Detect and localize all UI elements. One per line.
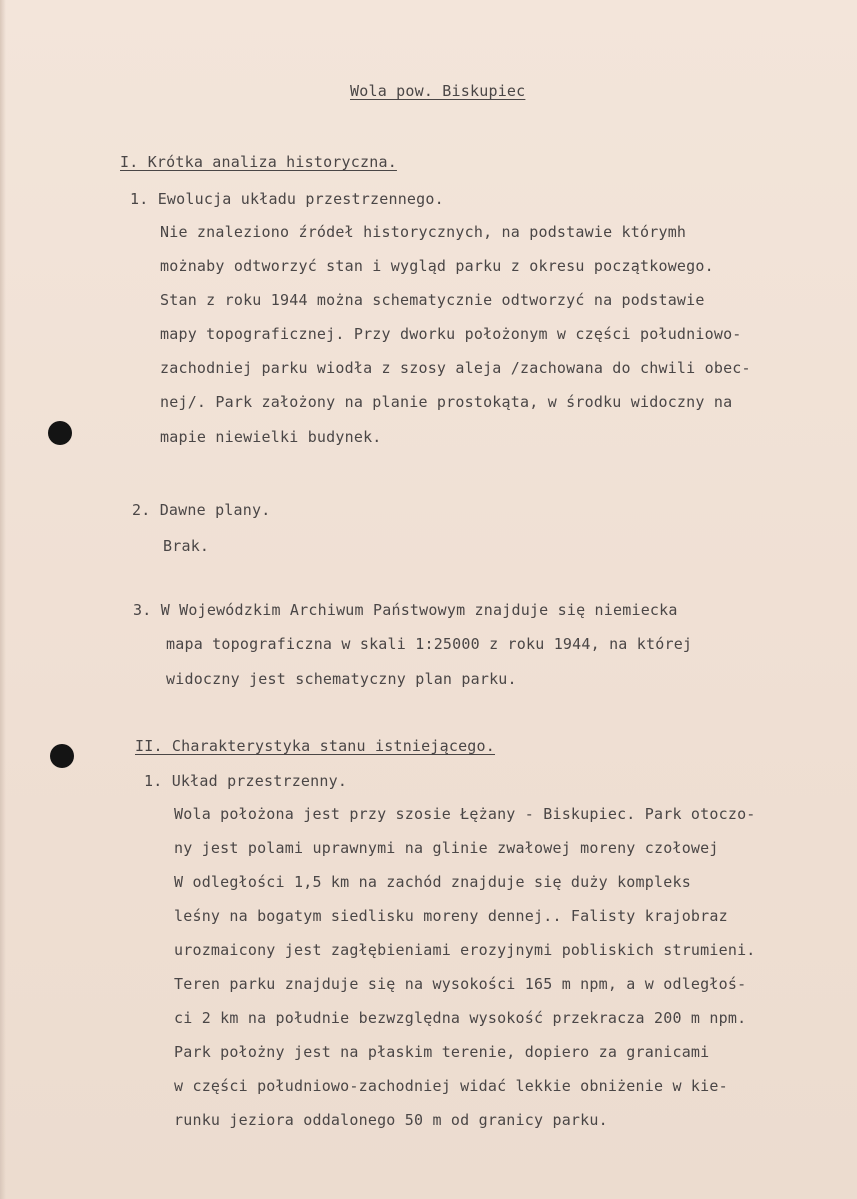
section-heading-text: II. Charakterystyka stanu istniejącego. bbox=[135, 737, 495, 755]
paragraph-line: 3. W Wojewódzkim Archiwum Państwowym znajduje się niemiecka bbox=[133, 601, 678, 619]
document-title: Wola pow. Biskupiec bbox=[350, 82, 526, 100]
subsection-heading: 2. Dawne plany. bbox=[132, 501, 271, 519]
paragraph-line: Park położny jest na płaskim terenie, dopiero za granicami bbox=[174, 1043, 710, 1061]
section-heading bbox=[135, 737, 495, 755]
subsection-heading: 1. Ewolucja układu przestrzennego. bbox=[130, 190, 444, 208]
section-heading-text: I. Krótka analiza historyczna. bbox=[120, 153, 397, 171]
paragraph-line: ny jest polami uprawnymi na glinie zwałowej moreny czołowej bbox=[174, 839, 719, 857]
paragraph-line: Stan z roku 1944 można schematycznie odtworzyć na podstawie bbox=[160, 291, 705, 309]
paragraph-line: urozmaicony jest zagłębieniami erozyjnymi pobliskich strumieni. bbox=[174, 941, 756, 959]
paragraph-line: runku jeziora oddalonego 50 m od granicy parku. bbox=[174, 1111, 608, 1129]
subsection-heading: 1. Układ przestrzenny. bbox=[144, 772, 348, 790]
paragraph-line: mapie niewielki budynek. bbox=[160, 428, 382, 446]
page-edge-shadow bbox=[0, 0, 6, 1199]
paragraph-line: mapy topograficznej. Przy dworku położonym w części południowo- bbox=[160, 325, 742, 343]
paragraph-line: zachodniej parku wiodła z szosy aleja /zachowana do chwili obec- bbox=[160, 359, 751, 377]
paragraph-line: mapa topograficzna w skali 1:25000 z roku 1944, na której bbox=[166, 635, 693, 653]
paragraph-line: nej/. Park założony na planie prostokąta, w środku widoczny na bbox=[160, 393, 733, 411]
paragraph-line: leśny na bogatym siedlisku moreny dennej.. Falisty krajobraz bbox=[174, 907, 728, 925]
punch-hole bbox=[48, 421, 72, 445]
paragraph-line: W odległości 1,5 km na zachód znajduje się duży kompleks bbox=[174, 873, 691, 891]
paragraph-line: możnaby odtworzyć stan i wygląd parku z okresu początkowego. bbox=[160, 257, 714, 275]
paragraph-line: Brak. bbox=[163, 537, 210, 555]
paragraph-line: Teren parku znajduje się na wysokości 165 m npm, a w odległoś- bbox=[174, 975, 747, 993]
paragraph-line: widoczny jest schematyczny plan parku. bbox=[166, 670, 517, 688]
paragraph-line: ci 2 km na południe bezwzględna wysokość przekracza 200 m npm. bbox=[174, 1009, 747, 1027]
punch-hole bbox=[50, 744, 74, 768]
paragraph-line: Wola położona jest przy szosie Łężany - Biskupiec. Park otoczo- bbox=[174, 805, 756, 823]
paragraph-line: Nie znaleziono źródeł historycznych, na podstawie którymh bbox=[160, 223, 687, 241]
section-heading bbox=[120, 153, 397, 171]
paragraph-line: w części południowo-zachodniej widać lekkie obniżenie w kie- bbox=[174, 1077, 728, 1095]
